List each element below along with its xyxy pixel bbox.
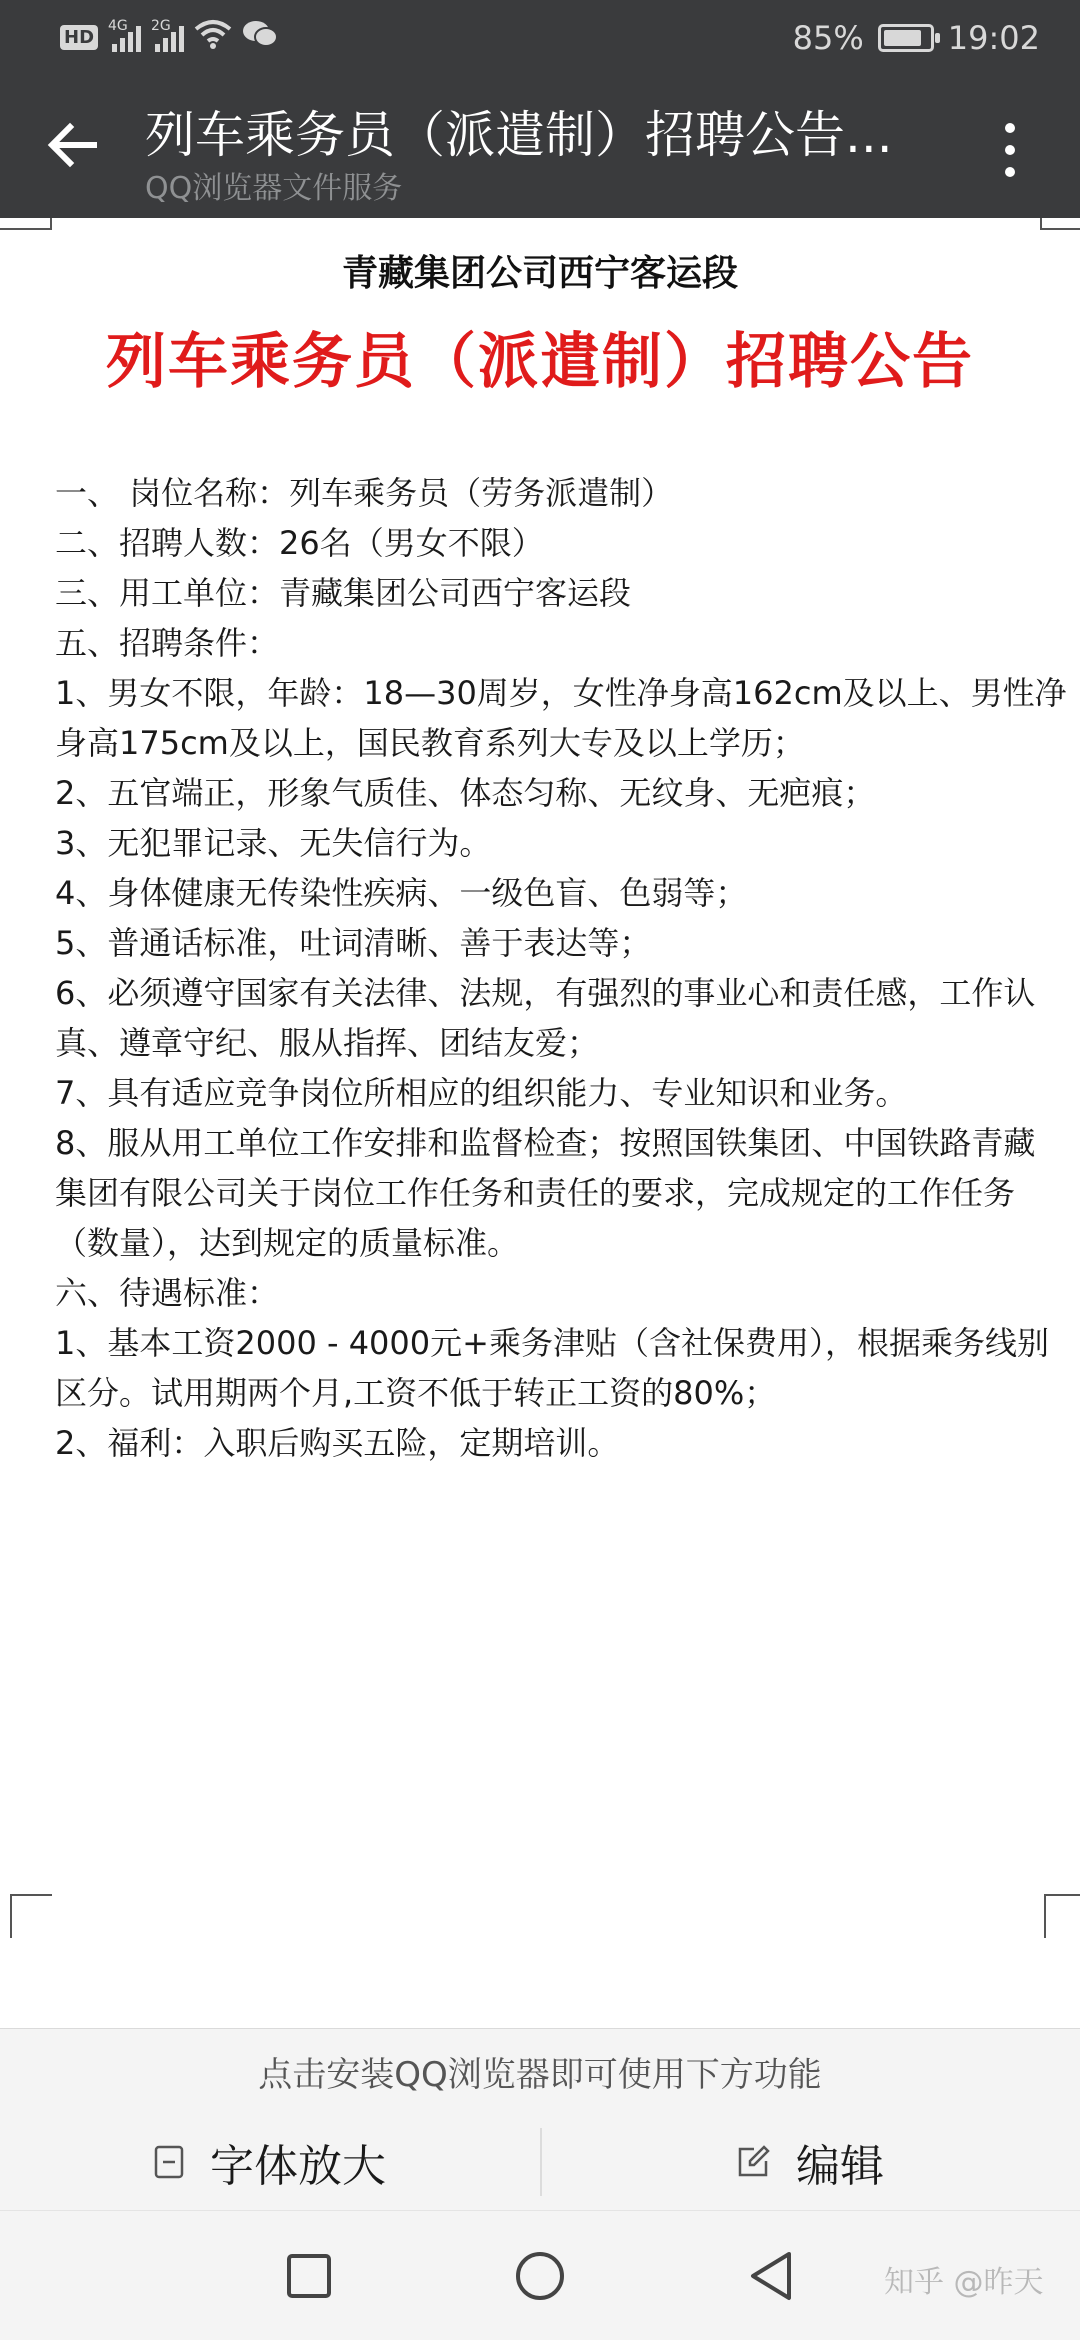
doc-line: 集团有限公司关于岗位工作任务和责任的要求，完成规定的工作任务	[55, 1174, 1016, 1212]
battery-fill	[884, 30, 921, 46]
crop-mark	[1040, 218, 1080, 230]
signal-icon: 4G	[108, 24, 141, 52]
doc-line: 5、普通话标准，吐词清晰、善于表达等；	[55, 924, 652, 962]
hd-badge: HD	[60, 25, 98, 50]
signal-icon-2: 2G	[151, 24, 184, 52]
edit-label: 编辑	[796, 2141, 884, 2192]
doc-line: 7、具有适应竞争岗位所相应的组织能力、专业知识和业务。	[55, 1074, 908, 1112]
document-viewer[interactable]	[0, 218, 1080, 2028]
organization-heading: 青藏集团公司西宁客运段	[341, 253, 738, 294]
edit-button[interactable]	[540, 2114, 1080, 2210]
wifi-icon	[194, 19, 232, 57]
status-icons	[60, 19, 278, 57]
page-title: 列车乘务员（派遣制）招聘公告...	[145, 106, 893, 164]
doc-line: 五、招聘条件：	[55, 624, 280, 662]
doc-line: 2、五官端正，形象气质佳、体态匀称、无纹身、无疤痕；	[55, 774, 876, 812]
dot-icon	[1005, 145, 1015, 155]
font-enlarge-label: 字体放大	[210, 2141, 386, 2192]
install-qq-browser-banner[interactable]: 点击安装QQ浏览器即可使用下方功能	[0, 2028, 1080, 2114]
home-button[interactable]	[507, 2243, 573, 2309]
clock: 19:02	[947, 18, 1040, 57]
doc-line: 6、必须遵守国家有关法律、法规，有强烈的事业心和责任感，工作认	[55, 974, 1036, 1012]
doc-line: 二、招聘人数：26名（男女不限）	[55, 524, 544, 562]
edit-icon	[736, 2145, 770, 2179]
triangle-back-icon	[747, 2250, 795, 2302]
status-bar	[0, 0, 1080, 75]
square-icon	[286, 2253, 332, 2299]
circle-icon	[514, 2250, 566, 2302]
crop-mark	[1044, 1894, 1080, 1938]
zhihu-watermark: 知乎 @昨天	[884, 2265, 1044, 2300]
doc-line: 真、遵章守纪、服从指挥、团结友爱；	[55, 1024, 600, 1062]
back-nav-button[interactable]	[738, 2243, 804, 2309]
wechat-icon	[242, 19, 278, 57]
announcement-headline: 列车乘务员（派遣制）招聘公告	[106, 327, 974, 397]
app-bar	[0, 75, 1080, 218]
dot-icon	[1005, 167, 1015, 177]
doc-line: 1、基本工资2000 - 4000元+乘务津贴（含社保费用），根据乘务线别	[55, 1324, 1049, 1362]
doc-line: 3、无犯罪记录、无失信行为。	[55, 824, 492, 862]
battery-percent: 85%	[792, 18, 864, 57]
crop-mark	[10, 1894, 52, 1938]
status-right	[793, 19, 1040, 57]
doc-line: 2、福利：入职后购买五险，定期培训。	[55, 1424, 620, 1462]
doc-line: 身高175cm及以上，国民教育系列大专及以上学历；	[55, 724, 805, 762]
font-size-icon	[154, 2145, 184, 2179]
crop-mark	[0, 218, 52, 230]
doc-line: 三、用工单位：青藏集团公司西宁客运段	[55, 574, 632, 612]
battery-icon	[878, 24, 934, 52]
font-enlarge-button[interactable]	[0, 2114, 540, 2210]
doc-line: 8、服从用工单位工作安排和监督检查；按照国铁集团、中国铁路青藏	[55, 1124, 1036, 1162]
doc-line: 1、男女不限，年龄：18—30周岁，女性净身高162cm及以上、男性净	[55, 674, 1067, 712]
page-subtitle: QQ浏览器文件服务	[145, 171, 403, 206]
doc-line: 4、身体健康无传染性疾病、一级色盲、色弱等；	[55, 874, 748, 912]
back-button[interactable]	[40, 113, 104, 177]
doc-line: 六、待遇标准：	[55, 1274, 280, 1312]
doc-line: 区分。试用期两个月,工资不低于转正工资的80%；	[55, 1374, 777, 1412]
recent-apps-button[interactable]	[276, 2243, 342, 2309]
doc-line: （数量），达到规定的质量标准。	[55, 1224, 520, 1262]
doc-line: 一、 岗位名称：列车乘务员（劳务派遣制）	[55, 474, 674, 512]
back-arrow-icon	[46, 121, 98, 169]
system-navigation-bar	[0, 2210, 1080, 2340]
bottom-toolbar	[0, 2114, 1080, 2210]
dot-icon	[1005, 123, 1015, 133]
more-menu-button[interactable]	[985, 115, 1035, 185]
